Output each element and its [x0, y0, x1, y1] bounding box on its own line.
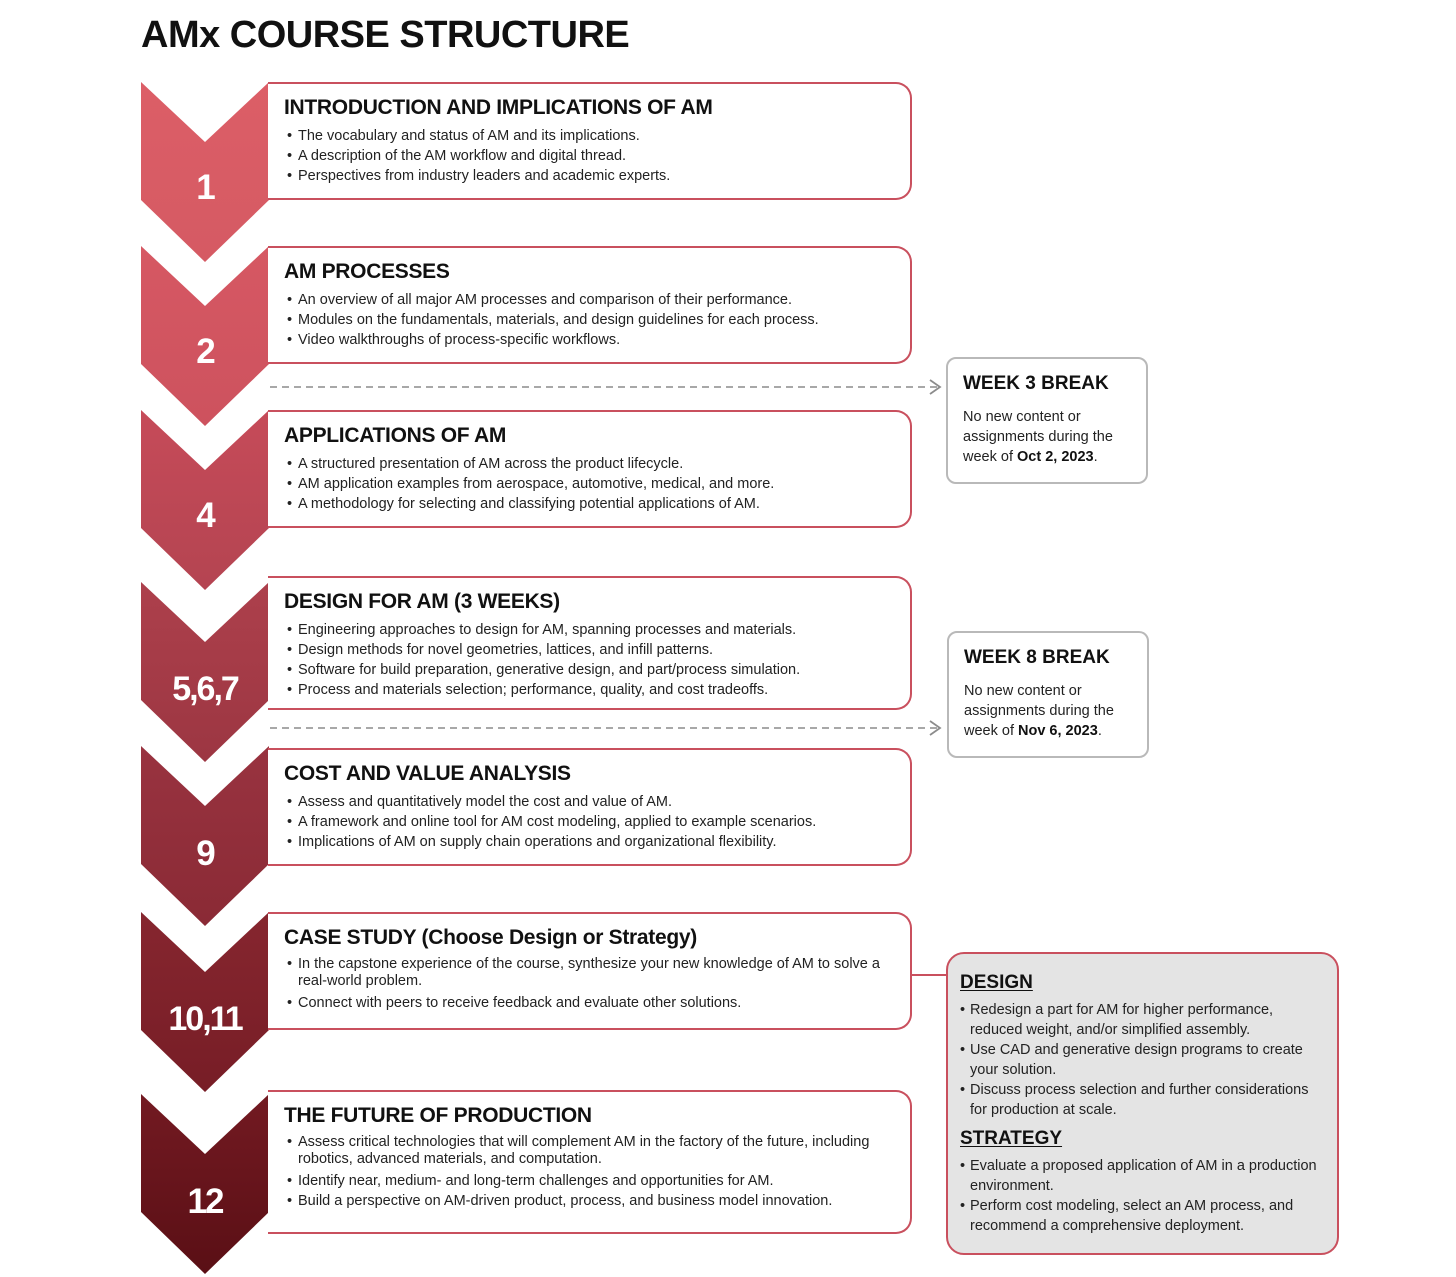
design-bullet: • Redesign a part for AM for higher performance, reduced weight, and/or simplified assembly. — [960, 1000, 1323, 1040]
module-number: 10,11 — [168, 1000, 242, 1038]
module-number: 2 — [196, 332, 214, 371]
module-heading: APPLICATIONS OF AM — [284, 424, 507, 447]
module-number: 5,6,7 — [172, 670, 238, 708]
module-bullet: • Identify near, medium- and long-term challenges and opportunities for AM. — [284, 1171, 896, 1191]
break-text: No new content or assignments during the week of Nov 6, 2023. — [964, 683, 1114, 739]
module-bullet: • Modules on the fundamentals, materials, and design guidelines for each process. — [284, 310, 896, 330]
module-heading: DESIGN FOR AM (3 WEEKS) — [284, 590, 560, 613]
module-bullet: • A methodology for selecting and classifying potential applications of AM. — [284, 494, 896, 514]
module-bullet: • Build a perspective on AM-driven product, process, and business model innovation. — [284, 1191, 896, 1211]
strategy-heading: STRATEGY — [960, 1128, 1063, 1149]
week8-break-box — [947, 631, 1149, 758]
design-heading: DESIGN — [960, 972, 1033, 993]
module-heading: CASE STUDY (Choose Design or Strategy) — [284, 926, 697, 949]
break-date: Nov 6, 2023 — [1018, 723, 1098, 739]
module-bullet: • Software for build preparation, generative design, and part/process simulation. — [284, 660, 896, 680]
module-bullet: • A description of the AM workflow and digital thread. — [284, 146, 896, 166]
module-bullet: • A framework and online tool for AM cost modeling, applied to example scenarios. — [284, 812, 896, 832]
week3-break-box — [946, 357, 1148, 484]
module-bullet: • An overview of all major AM processes and comparison of their performance. — [284, 290, 896, 310]
module-heading: AM PROCESSES — [284, 260, 450, 283]
module-bullet: • Process and materials selection; performance, quality, and cost tradeoffs. — [284, 680, 896, 700]
break-text: No new content or assignments during the week of Oct 2, 2023. — [963, 409, 1113, 465]
module-bullet: • Perspectives from industry leaders and academic experts. — [284, 166, 896, 186]
module-heading: COST AND VALUE ANALYSIS — [284, 762, 571, 785]
module-bullet: • Assess critical technologies that will complement AM in the factory of the future, including robotics, advanced materials, and computation. — [284, 1134, 896, 1168]
case-study-options-panel — [946, 952, 1339, 1255]
module-bullet: • A structured presentation of AM across the product lifecycle. — [284, 454, 896, 474]
strategy-bullet: • Perform cost modeling, select an AM process, and recommend a comprehensive deployment. — [960, 1196, 1323, 1236]
module-number: 1 — [196, 168, 214, 207]
module-bullet: • Engineering approaches to design for AM, spanning processes and materials. — [284, 620, 896, 640]
break-date: Oct 2, 2023 — [1017, 449, 1094, 465]
module-bullet: • Assess and quantitatively model the cost and value of AM. — [284, 792, 896, 812]
module-bullet: • Video walkthroughs of process-specific workflows. — [284, 330, 896, 350]
design-bullet: • Discuss process selection and further considerations for production at scale. — [960, 1080, 1323, 1120]
break-heading: WEEK 3 BREAK — [963, 373, 1109, 394]
page-title: AMx COURSE STRUCTURE — [141, 14, 630, 56]
design-bullet: • Use CAD and generative design programs to create your solution. — [960, 1040, 1323, 1080]
module-number: 12 — [187, 1182, 223, 1221]
module-bullet: • Implications of AM on supply chain operations and organizational flexibility. — [284, 832, 896, 852]
module-heading: INTRODUCTION AND IMPLICATIONS OF AM — [284, 96, 713, 119]
module-bullet: • AM application examples from aerospace, automotive, medical, and more. — [284, 474, 896, 494]
module-bullet: • Design methods for novel geometries, lattices, and infill patterns. — [284, 640, 896, 660]
strategy-bullet: • Evaluate a proposed application of AM in a production environment. — [960, 1156, 1323, 1196]
module-bullet: • Connect with peers to receive feedback and evaluate other solutions. — [284, 993, 896, 1013]
module-bullet: • In the capstone experience of the course, synthesize your new knowledge of AM to solve a real-world problem. — [284, 956, 896, 990]
break-heading: WEEK 8 BREAK — [964, 647, 1110, 668]
module-number: 9 — [196, 834, 214, 873]
module-number: 4 — [196, 496, 214, 535]
module-heading: THE FUTURE OF PRODUCTION — [284, 1104, 592, 1127]
module-bullet: • The vocabulary and status of AM and its implications. — [284, 126, 896, 146]
